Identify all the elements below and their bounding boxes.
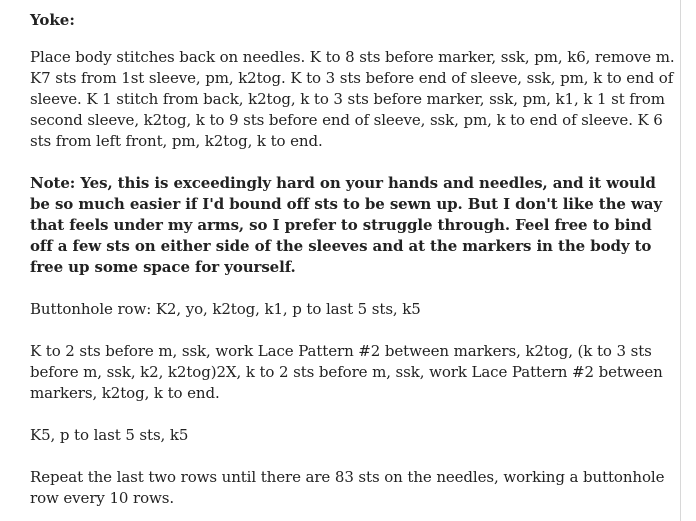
- page-right-edge: [680, 0, 696, 521]
- paragraph-repeat: Repeat the last two rows until there are 83 sts on the needles, working a buttonhole row every 10 rows.: [30, 468, 665, 507]
- paragraph-lace-row: K to 2 sts before m, ssk, work Lace Pattern #2 between markers, k2tog, (k to 3 sts before m, ssk, k2, k2tog)2X, k to 2 sts before m, ssk, work Lace Pattern #2 between markers, k2tog, k to end.: [30, 342, 663, 402]
- section-heading: Yoke:: [30, 11, 75, 29]
- paragraph-buttonhole-row: Buttonhole row: K2, yo, k2tog, k1, p to last 5 sts, k5: [30, 300, 421, 318]
- paragraph-body-stitches: Place body stitches back on needles. K to 8 sts before marker, ssk, pm, k6, remove m. K7 sts from 1st sleeve, pm, k2tog. K to 3 sts before end of sleeve, ssk, pm, k to end of sleeve. K 1 stitch from back, k2tog, k to 3 sts before marker, ssk, pm, k1, k 1 st from second sleeve, k2tog, k to 9 sts before end of sleeve, ssk, pm, k to end of sleeve. K 6 sts from left front, pm, k2tog, k to end.: [30, 48, 675, 150]
- paragraph-purl-row: K5, p to last 5 sts, k5: [30, 426, 189, 444]
- paragraph-note: Note: Yes, this is exceedingly hard on your hands and needles, and it would be so much easier if I'd bound off sts to be sewn up. But I don't like the way that feels under my arms, so I prefer to struggle through. Feel free to bind off a few sts on either side of the sleeves and at the markers in the body to free up some space for yourself.: [30, 174, 663, 276]
